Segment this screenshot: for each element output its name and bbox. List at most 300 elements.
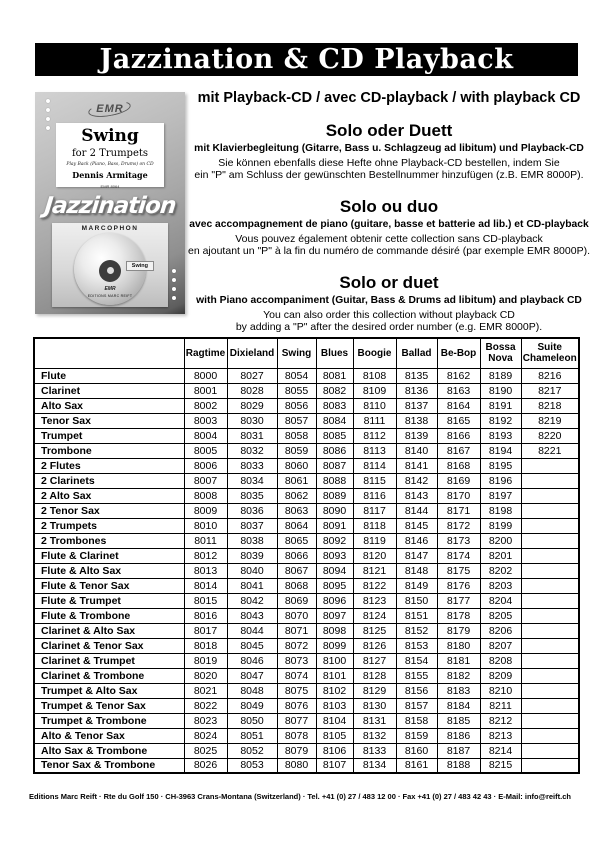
order-number-cell: 8025 — [184, 743, 227, 758]
order-number-cell: 8068 — [277, 578, 316, 593]
order-number-cell: 8164 — [437, 398, 480, 413]
order-number-cell — [521, 743, 579, 758]
order-number-cell: 8187 — [437, 743, 480, 758]
order-number-cell: 8054 — [277, 368, 316, 383]
order-number-cell: 8170 — [437, 488, 480, 503]
table-row — [34, 698, 579, 713]
order-number-cell: 8152 — [396, 623, 437, 638]
order-number-cell: 8115 — [353, 473, 396, 488]
order-number-cell: 8074 — [277, 668, 316, 683]
order-number-cell: 8168 — [437, 458, 480, 473]
order-number-cell: 8081 — [316, 368, 353, 383]
order-number-cell: 8113 — [353, 443, 396, 458]
order-number-cell — [521, 698, 579, 713]
order-number-cell — [521, 653, 579, 668]
table-row — [34, 623, 579, 638]
order-number-cell: 8035 — [227, 488, 277, 503]
order-number-cell: 8096 — [316, 593, 353, 608]
table-row — [34, 578, 579, 593]
intro-block — [183, 90, 595, 333]
table-row — [34, 593, 579, 608]
order-number-cell — [521, 458, 579, 473]
order-number-cell: 8194 — [480, 443, 521, 458]
section-text: en ajoutant un "P" à la fin du numéro de commande désiré (par exemple EMR 8000P). — [187, 245, 590, 258]
order-number-cell: 8139 — [396, 428, 437, 443]
instrument-label: Flute & Trumpet — [34, 593, 184, 608]
order-number-cell: 8056 — [277, 398, 316, 413]
order-number-cell: 8008 — [184, 488, 227, 503]
catalog-table — [33, 337, 580, 774]
order-number-cell — [521, 533, 579, 548]
instrument-label: 2 Alto Sax — [34, 488, 184, 503]
table-row — [34, 743, 579, 758]
order-number-cell: 8132 — [353, 728, 396, 743]
order-number-cell: 8209 — [480, 668, 521, 683]
order-number-cell — [521, 683, 579, 698]
cd-title-label: Swing — [126, 261, 154, 271]
order-number-cell: 8137 — [396, 398, 437, 413]
order-number-cell — [521, 503, 579, 518]
instrument-label: Clarinet & Alto Sax — [34, 623, 184, 638]
order-number-cell: 8182 — [437, 668, 480, 683]
order-number-cell: 8134 — [353, 758, 396, 773]
order-number-cell: 8216 — [521, 368, 579, 383]
order-number-cell: 8112 — [353, 428, 396, 443]
order-number-cell: 8060 — [277, 458, 316, 473]
order-number-cell: 8026 — [184, 758, 227, 773]
order-number-cell: 8125 — [353, 623, 396, 638]
order-number-cell — [521, 713, 579, 728]
order-number-cell: 8140 — [396, 443, 437, 458]
table-row — [34, 653, 579, 668]
order-number-cell — [521, 728, 579, 743]
order-number-cell: 8046 — [227, 653, 277, 668]
order-number-cell: 8032 — [227, 443, 277, 458]
order-number-cell — [521, 668, 579, 683]
order-number-cell: 8183 — [437, 683, 480, 698]
order-number-cell: 8169 — [437, 473, 480, 488]
corner-cell — [34, 338, 184, 368]
order-number-cell: 8188 — [437, 758, 480, 773]
order-number-cell: 8059 — [277, 443, 316, 458]
column-header: Suite Chameleon — [521, 338, 579, 368]
table-row — [34, 488, 579, 503]
series-title: Jazzination — [43, 193, 177, 219]
order-number-cell: 8171 — [437, 503, 480, 518]
instrument-label: Trumpet & Tenor Sax — [34, 698, 184, 713]
order-number-cell: 8178 — [437, 608, 480, 623]
order-number-cell: 8193 — [480, 428, 521, 443]
order-number-cell: 8105 — [316, 728, 353, 743]
playback-tagline: mit Playback-CD / avec CD-playback / with playback CD — [197, 90, 581, 106]
cover-subtitle: for 2 Trumpets — [71, 148, 149, 159]
order-number-cell: 8210 — [480, 683, 521, 698]
table-row — [34, 728, 579, 743]
order-number-cell: 8156 — [396, 683, 437, 698]
order-number-cell: 8186 — [437, 728, 480, 743]
order-number-cell: 8085 — [316, 428, 353, 443]
order-number-cell: 8007 — [184, 473, 227, 488]
cover-composer: Dennis Armitage — [72, 170, 148, 180]
order-number-cell: 8006 — [184, 458, 227, 473]
table-row — [34, 608, 579, 623]
order-number-cell: 8138 — [396, 413, 437, 428]
table-row — [34, 638, 579, 653]
order-number-cell: 8163 — [437, 383, 480, 398]
order-number-cell: 8058 — [277, 428, 316, 443]
order-number-cell: 8161 — [396, 758, 437, 773]
instrument-label: 2 Tenor Sax — [34, 503, 184, 518]
order-number-cell: 8109 — [353, 383, 396, 398]
order-number-cell: 8100 — [316, 653, 353, 668]
table-row — [34, 518, 579, 533]
column-header: Boogie — [353, 338, 396, 368]
order-number-cell: 8013 — [184, 563, 227, 578]
order-number-cell: 8030 — [227, 413, 277, 428]
order-number-cell: 8097 — [316, 608, 353, 623]
order-number-cell: 8018 — [184, 638, 227, 653]
order-number-cell: 8148 — [396, 563, 437, 578]
order-number-cell: 8082 — [316, 383, 353, 398]
instrument-label: 2 Trumpets — [34, 518, 184, 533]
order-number-cell: 8065 — [277, 533, 316, 548]
order-number-cell: 8021 — [184, 683, 227, 698]
order-number-cell: 8101 — [316, 668, 353, 683]
order-number-cell: 8122 — [353, 578, 396, 593]
order-number-cell: 8087 — [316, 458, 353, 473]
instrument-label: 2 Trombones — [34, 533, 184, 548]
intro-sections — [183, 121, 595, 333]
table-row — [34, 413, 579, 428]
order-number-cell: 8153 — [396, 638, 437, 653]
order-number-cell: 8190 — [480, 383, 521, 398]
intro-section — [183, 197, 595, 258]
order-number-cell: 8088 — [316, 473, 353, 488]
order-number-cell: 8212 — [480, 713, 521, 728]
order-number-cell: 8051 — [227, 728, 277, 743]
order-number-cell: 8049 — [227, 698, 277, 713]
order-number-cell: 8172 — [437, 518, 480, 533]
order-number-cell — [521, 623, 579, 638]
instrument-label: Clarinet & Tenor Sax — [34, 638, 184, 653]
order-number-cell: 8158 — [396, 713, 437, 728]
order-number-cell: 8197 — [480, 488, 521, 503]
catalog-table-header-row — [34, 338, 579, 368]
order-number-cell: 8121 — [353, 563, 396, 578]
order-number-cell — [521, 548, 579, 563]
cover-title: Swing — [81, 126, 139, 146]
column-header: Ballad — [396, 338, 437, 368]
order-number-cell: 8015 — [184, 593, 227, 608]
table-row — [34, 383, 579, 398]
intro-section — [183, 273, 595, 334]
order-number-cell: 8143 — [396, 488, 437, 503]
section-text: Vous pouvez également obtenir cette collection sans CD-playback — [235, 232, 543, 245]
instrument-label: Flute — [34, 368, 184, 383]
instrument-label: Trombone — [34, 443, 184, 458]
table-row — [34, 668, 579, 683]
order-number-cell: 8073 — [277, 653, 316, 668]
order-number-cell: 8012 — [184, 548, 227, 563]
binding-dots-bottom — [172, 269, 176, 300]
order-number-cell — [521, 593, 579, 608]
order-number-cell: 8052 — [227, 743, 277, 758]
table-row — [34, 548, 579, 563]
order-number-cell: 8036 — [227, 503, 277, 518]
order-number-cell: 8221 — [521, 443, 579, 458]
order-number-cell: 8072 — [277, 638, 316, 653]
order-number-cell: 8213 — [480, 728, 521, 743]
order-number-cell: 8220 — [521, 428, 579, 443]
order-number-cell: 8219 — [521, 413, 579, 428]
order-number-cell: 8076 — [277, 698, 316, 713]
order-number-cell: 8011 — [184, 533, 227, 548]
order-number-cell: 8196 — [480, 473, 521, 488]
order-number-cell: 8037 — [227, 518, 277, 533]
order-number-cell: 8090 — [316, 503, 353, 518]
order-number-cell: 8127 — [353, 653, 396, 668]
order-number-cell: 8044 — [227, 623, 277, 638]
table-row — [34, 503, 579, 518]
order-number-cell: 8089 — [316, 488, 353, 503]
order-number-cell: 8043 — [227, 608, 277, 623]
order-number-cell: 8130 — [353, 698, 396, 713]
order-number-cell: 8055 — [277, 383, 316, 398]
order-number-cell: 8003 — [184, 413, 227, 428]
column-header: Be-Bop — [437, 338, 480, 368]
order-number-cell: 8208 — [480, 653, 521, 668]
instrument-label: Trumpet & Alto Sax — [34, 683, 184, 698]
order-number-cell: 8136 — [396, 383, 437, 398]
order-number-cell: 8001 — [184, 383, 227, 398]
order-number-cell: 8034 — [227, 473, 277, 488]
order-number-cell: 8039 — [227, 548, 277, 563]
order-number-cell: 8147 — [396, 548, 437, 563]
instrument-label: Tenor Sax & Trombone — [34, 758, 184, 773]
order-number-cell: 8104 — [316, 713, 353, 728]
order-number-cell — [521, 473, 579, 488]
cd-sleeve — [52, 223, 168, 307]
section-text: ein "P" am Schluss der gewünschten Bestellnummer hinzufügen (z.B. EMR 8000P). — [194, 169, 584, 182]
order-number-cell: 8064 — [277, 518, 316, 533]
instrument-label: Clarinet & Trombone — [34, 668, 184, 683]
order-number-cell: 8111 — [353, 413, 396, 428]
order-number-cell: 8214 — [480, 743, 521, 758]
instrument-label: Clarinet & Trumpet — [34, 653, 184, 668]
instrument-label: Trumpet & Trombone — [34, 713, 184, 728]
order-number-cell: 8083 — [316, 398, 353, 413]
order-number-cell: 8201 — [480, 548, 521, 563]
instrument-label: Tenor Sax — [34, 413, 184, 428]
order-number-cell — [521, 578, 579, 593]
order-number-cell: 8080 — [277, 758, 316, 773]
section-heading: Solo or duet — [339, 272, 439, 292]
title-banner — [35, 43, 578, 76]
order-number-cell: 8174 — [437, 548, 480, 563]
order-number-cell: 8057 — [277, 413, 316, 428]
order-number-cell: 8033 — [227, 458, 277, 473]
order-number-cell: 8151 — [396, 608, 437, 623]
order-number-cell — [521, 638, 579, 653]
table-row — [34, 758, 579, 773]
order-number-cell: 8141 — [396, 458, 437, 473]
order-number-cell: 8004 — [184, 428, 227, 443]
order-number-cell: 8154 — [396, 653, 437, 668]
order-number-cell: 8157 — [396, 698, 437, 713]
order-number-cell: 8094 — [316, 563, 353, 578]
marcophon-brand: MARCOPHON — [81, 225, 139, 232]
order-number-cell: 8116 — [353, 488, 396, 503]
instrument-label: Flute & Clarinet — [34, 548, 184, 563]
order-number-cell: 8185 — [437, 713, 480, 728]
order-number-cell: 8027 — [227, 368, 277, 383]
order-number-cell: 8017 — [184, 623, 227, 638]
order-number-cell: 8067 — [277, 563, 316, 578]
section-text: You can also order this collection without playback CD — [263, 308, 515, 321]
order-number-cell: 8173 — [437, 533, 480, 548]
order-number-cell: 8217 — [521, 383, 579, 398]
order-number-cell: 8086 — [316, 443, 353, 458]
order-number-cell: 8063 — [277, 503, 316, 518]
order-number-cell: 8075 — [277, 683, 316, 698]
order-number-cell: 8123 — [353, 593, 396, 608]
order-number-cell: 8010 — [184, 518, 227, 533]
order-number-cell: 8050 — [227, 713, 277, 728]
order-number-cell: 8129 — [353, 683, 396, 698]
table-row — [34, 563, 579, 578]
order-number-cell: 8181 — [437, 653, 480, 668]
order-number-cell: 8107 — [316, 758, 353, 773]
order-number-cell: 8009 — [184, 503, 227, 518]
order-number-cell — [521, 758, 579, 773]
order-number-cell: 8204 — [480, 593, 521, 608]
order-number-cell — [521, 488, 579, 503]
instrument-label: Alto & Tenor Sax — [34, 728, 184, 743]
order-number-cell: 8207 — [480, 638, 521, 653]
cover-playback-note: Play Back (Piano, Bass, Drums) on CD — [66, 162, 154, 167]
section-heading: Solo oder Duett — [325, 121, 453, 140]
order-number-cell: 8205 — [480, 608, 521, 623]
instrument-label: Flute & Trombone — [34, 608, 184, 623]
section-subheading: avec accompagnement de piano (guitare, basse et batterie ad lib.) et CD-playback — [189, 218, 589, 230]
order-number-cell: 8093 — [316, 548, 353, 563]
order-number-cell: 8038 — [227, 533, 277, 548]
instrument-label: 2 Flutes — [34, 458, 184, 473]
order-number-cell: 8162 — [437, 368, 480, 383]
order-number-cell: 8014 — [184, 578, 227, 593]
order-number-cell: 8215 — [480, 758, 521, 773]
album-cover — [35, 92, 185, 314]
order-number-cell: 8102 — [316, 683, 353, 698]
intro-section — [183, 121, 595, 182]
order-number-cell: 8203 — [480, 578, 521, 593]
footer-contact: Editions Marc Reift · Rte du Golf 150 · CH-3963 Crans-Montana (Switzerland) · Tel. +41 (0) 27 / 483 12 00 · Fax +41 (0) 27 / 483 42 43 · E-Mail: info@reift.ch — [29, 792, 571, 801]
order-number-cell: 8091 — [316, 518, 353, 533]
order-number-cell: 8198 — [480, 503, 521, 518]
cd-emr-logo: EMR — [104, 286, 116, 292]
order-number-cell: 8200 — [480, 533, 521, 548]
order-number-cell: 8071 — [277, 623, 316, 638]
order-number-cell: 8120 — [353, 548, 396, 563]
order-number-cell: 8040 — [227, 563, 277, 578]
table-row — [34, 443, 579, 458]
emr-logo-icon — [35, 99, 185, 117]
instrument-label: Flute & Tenor Sax — [34, 578, 184, 593]
order-number-cell: 8028 — [227, 383, 277, 398]
section-text: Sie können ebenfalls diese Hefte ohne Playback-CD bestellen, indem Sie — [218, 157, 560, 169]
table-row — [34, 398, 579, 413]
order-number-cell: 8135 — [396, 368, 437, 383]
order-number-cell: 8206 — [480, 623, 521, 638]
page-title: Jazzination & CD Playback — [99, 44, 514, 75]
table-row — [34, 683, 579, 698]
order-number-cell: 8131 — [353, 713, 396, 728]
order-number-cell — [521, 518, 579, 533]
section-text: by adding a "P" after the desired order number (e.g. EMR 8000P). — [235, 320, 543, 333]
order-number-cell: 8031 — [227, 428, 277, 443]
order-number-cell: 8211 — [480, 698, 521, 713]
order-number-cell: 8167 — [437, 443, 480, 458]
instrument-label: 2 Clarinets — [34, 473, 184, 488]
catalog-table-body — [34, 368, 579, 773]
cd-editions-text: EDITIONS MARC REIFT — [87, 294, 133, 298]
order-number-cell: 8128 — [353, 668, 396, 683]
order-number-cell: 8177 — [437, 593, 480, 608]
order-number-cell — [521, 608, 579, 623]
order-number-cell: 8119 — [353, 533, 396, 548]
order-number-cell: 8114 — [353, 458, 396, 473]
order-number-cell: 8084 — [316, 413, 353, 428]
order-number-cell: 8180 — [437, 638, 480, 653]
order-number-cell: 8176 — [437, 578, 480, 593]
order-number-cell: 8159 — [396, 728, 437, 743]
table-row — [34, 428, 579, 443]
instrument-label: Flute & Alto Sax — [34, 563, 184, 578]
table-row — [34, 458, 579, 473]
order-number-cell: 8218 — [521, 398, 579, 413]
order-number-cell: 8106 — [316, 743, 353, 758]
order-number-cell: 8133 — [353, 743, 396, 758]
order-number-cell: 8048 — [227, 683, 277, 698]
order-number-cell: 8069 — [277, 593, 316, 608]
order-number-cell: 8165 — [437, 413, 480, 428]
order-number-cell: 8000 — [184, 368, 227, 383]
column-header: Dixieland — [227, 338, 277, 368]
order-number-cell: 8144 — [396, 503, 437, 518]
cd-hub-icon — [99, 260, 121, 282]
order-number-cell: 8103 — [316, 698, 353, 713]
order-number-cell: 8045 — [227, 638, 277, 653]
order-number-cell: 8062 — [277, 488, 316, 503]
order-number-cell: 8078 — [277, 728, 316, 743]
order-number-cell: 8079 — [277, 743, 316, 758]
order-number-cell: 8160 — [396, 743, 437, 758]
order-number-cell: 8126 — [353, 638, 396, 653]
order-number-cell: 8166 — [437, 428, 480, 443]
order-number-cell: 8023 — [184, 713, 227, 728]
order-number-cell: 8155 — [396, 668, 437, 683]
order-number-cell: 8053 — [227, 758, 277, 773]
order-number-cell: 8061 — [277, 473, 316, 488]
section-subheading: with Piano accompaniment (Guitar, Bass & Drums ad libitum) and playback CD — [196, 294, 582, 306]
order-number-cell: 8041 — [227, 578, 277, 593]
order-number-cell: 8110 — [353, 398, 396, 413]
cd-disc-icon — [74, 233, 146, 305]
order-number-cell: 8066 — [277, 548, 316, 563]
column-header: Swing — [277, 338, 316, 368]
order-number-cell: 8022 — [184, 698, 227, 713]
order-number-cell: 8016 — [184, 608, 227, 623]
